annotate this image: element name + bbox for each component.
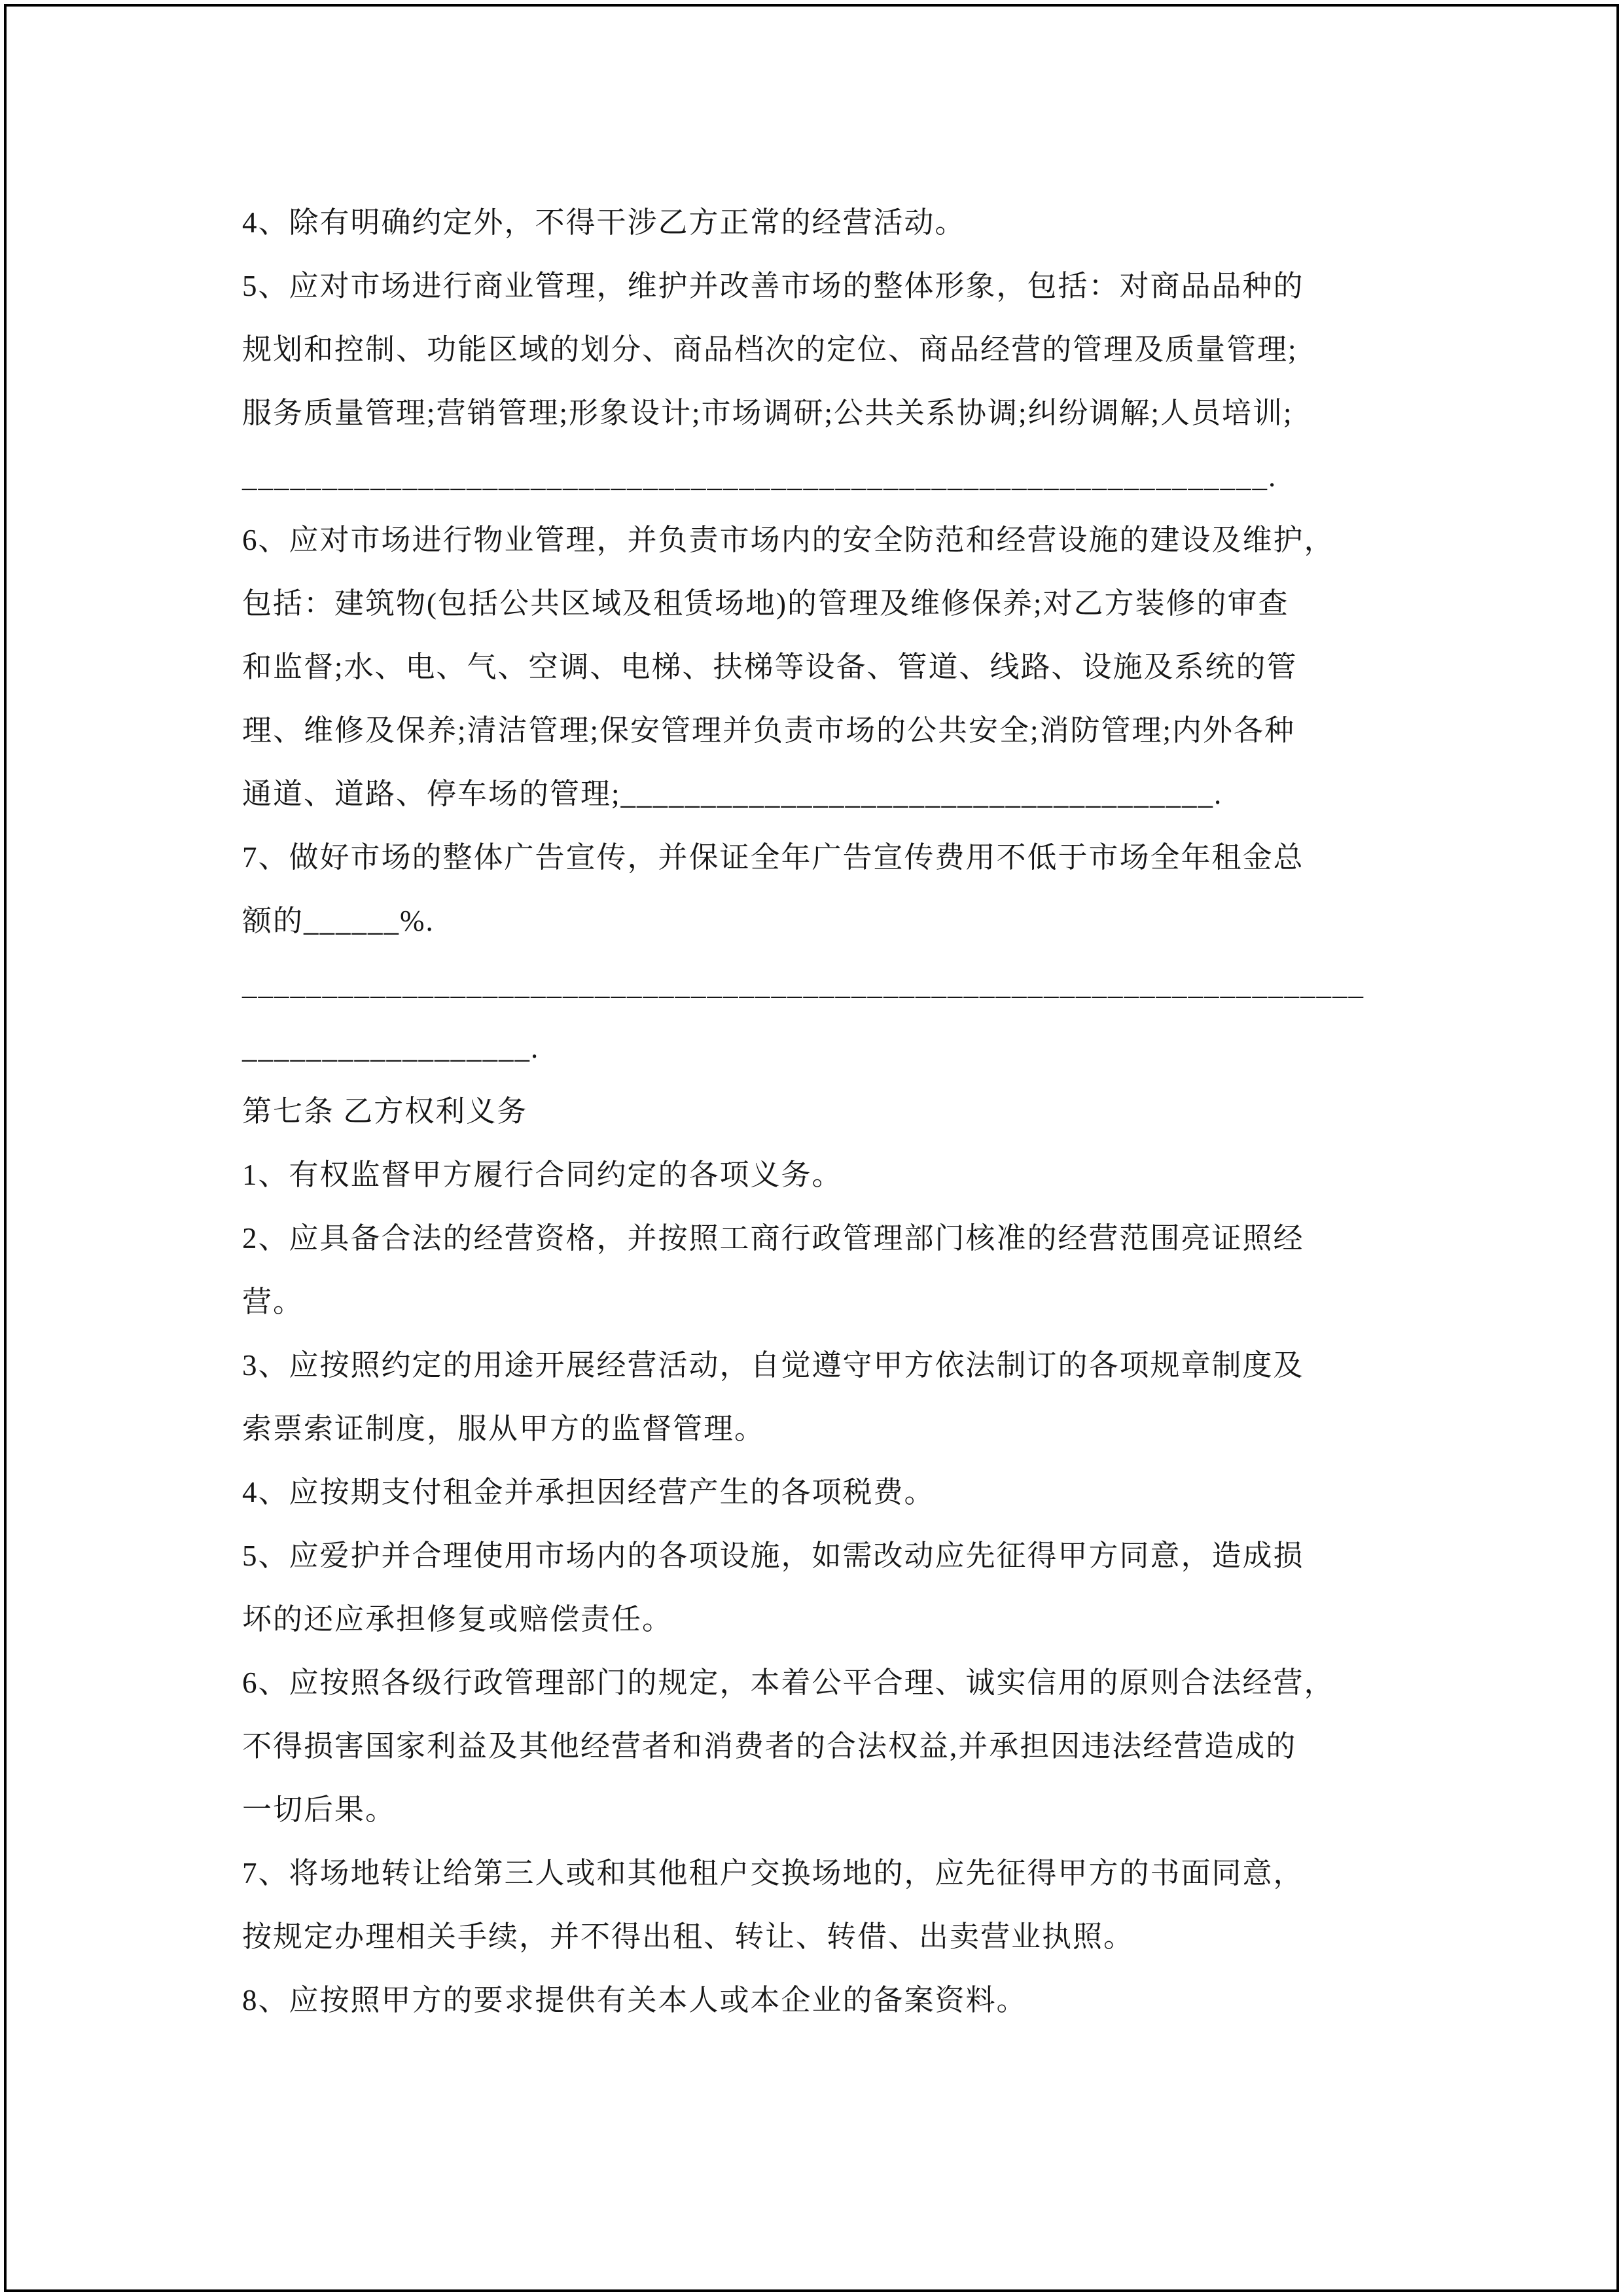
text-line: 不得损害国家利益及其他经营者和消费者的合法权益,并承担因违法经营造成的: [242, 1730, 1297, 1763]
text-line: 2、应具备合法的经营资格，并按照工商行政管理部门核准的经营范围亮证照经: [242, 1222, 1304, 1255]
blank-fill-line: ______________________________________________________________________: [242, 968, 1364, 1001]
text-line: 8、应按照甲方的要求提供有关本人或本企业的备案资料。: [242, 1984, 1027, 2017]
text-line: 5、应爱护并合理使用市场内的各项设施，如需改动应先征得甲方同意，造成损: [242, 1539, 1304, 1572]
text-line: 服务质量管理;营销管理;形象设计;市场调研;公共关系协调;纠纷调解;人员培训;: [242, 397, 1293, 429]
text-line-with-blank: 通道、道路、停车场的管理;_____________________________________.: [242, 778, 1223, 810]
section-heading-clause-7: 第七条 乙方权利义务: [242, 1095, 528, 1128]
text-line: 按规定办理相关手续，并不得出租、转让、转借、出卖营业执照。: [242, 1920, 1135, 1953]
text-line: 7、做好市场的整体广告宣传，并保证全年广告宣传费用不低于市场全年租金总: [242, 841, 1304, 874]
text-line: 4、应按期支付租金并承担因经营产生的各项税费。: [242, 1476, 935, 1509]
blank-fill-line: ________________________________________________________________.: [242, 460, 1277, 493]
text-line: 7、将场地转让给第三人或和其他租户交换场地的，应先征得甲方的书面同意，: [242, 1857, 1304, 1890]
text-line: 1、有权监督甲方履行合同约定的各项义务。: [242, 1158, 843, 1191]
text-line: 营。: [242, 1285, 304, 1318]
text-line: 索票索证制度，服从甲方的监督管理。: [242, 1412, 766, 1445]
text-line: 6、应对市场进行物业管理，并负责市场内的安全防范和经营设施的建设及维护，: [242, 524, 1335, 556]
text-line: 理、维修及保养;清洁管理;保安管理并负责市场的公共安全;消防管理;内外各种: [242, 714, 1296, 747]
text-line: 6、应按照各级行政管理部门的规定，本着公平合理、诚实信用的原则合法经营，: [242, 1666, 1335, 1699]
blank-fill-line: __________________.: [242, 1031, 540, 1064]
text-line: 包括：建筑物(包括公共区域及租赁场地)的管理及维修保养;对乙方装修的审查: [242, 587, 1289, 620]
text-line: 和监督;水、电、气、空调、电梯、扶梯等设备、管道、线路、设施及系统的管: [242, 651, 1298, 683]
text-line: 坏的还应承担修复或赔偿责任。: [242, 1603, 673, 1636]
text-line: 规划和控制、功能区域的划分、商品档次的定位、商品经营的管理及质量管理;: [242, 333, 1298, 366]
document-content: [242, 191, 1371, 2032]
text-line: 一切后果。: [242, 1793, 397, 1826]
text-line: 4、除有明确约定外，不得干涉乙方正常的经营活动。: [242, 206, 966, 239]
text-line: 5、应对市场进行商业管理，维护并改善市场的整体形象，包括：对商品品种的: [242, 270, 1304, 302]
text-line-with-blank: 额的______%.: [242, 905, 435, 937]
text-line: 3、应按照约定的用途开展经营活动，自觉遵守甲方依法制订的各项规章制度及: [242, 1349, 1304, 1382]
